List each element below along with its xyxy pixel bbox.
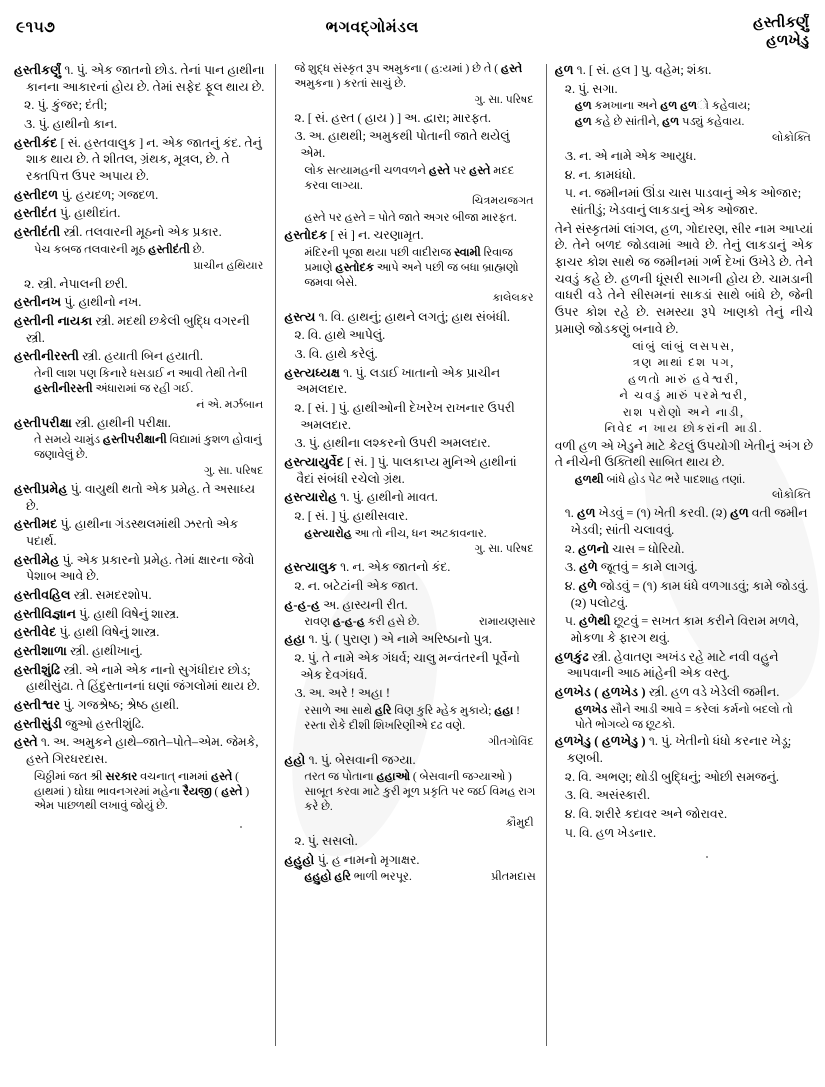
entry-sense: ૨. પું. સગા. (564, 81, 618, 96)
entry-definition: પું. હયદળ; ગજદળ. (58, 187, 159, 202)
dictionary-entry (14, 587, 265, 604)
entry-definition: ૧. [ સં. હલ ] પુ. વહેમ; શંકા. (573, 63, 712, 77)
headword: હસ્તીશાળા (14, 644, 67, 659)
entry-definition: પું. હાથીના ગંડસ્થલમાંથી ઝરતો એક પદાર્થ. (26, 517, 239, 549)
dictionary-entry (284, 227, 535, 244)
column-left (10, 62, 275, 1072)
citation-source: નં એ. મર્ઝબાન (196, 398, 264, 411)
quotation: તે સમયે ચામુંડ હસ્તીપરીક્ષાની વિદ્યામાં કુશળ હોવાનું જણાવેલું છે. (34, 434, 262, 462)
headword: હસ્તીવિજ્ઞાન (14, 606, 77, 621)
headword: હસ્તીવહિલ (14, 588, 71, 603)
verse-line: ત્રણ માથાં દશ પગ, (632, 356, 735, 370)
dictionary-entry (284, 631, 535, 648)
dictionary-entry (14, 516, 265, 549)
entry-sense: ૩. હળે જૂતવું = કામે લાગવું. (564, 560, 698, 575)
dictionary-entry (14, 606, 265, 623)
dictionary-entry (14, 135, 265, 185)
headword: હસ્તીકંદ (14, 135, 58, 150)
entry-sense: ૩. વિ. હાથે કરેલું. (294, 346, 378, 361)
entry-sense: ૩. અ. અરે ! અહા ! (294, 686, 390, 701)
entry-definition: પું. વાયુથી થતો એક પ્રમેહ. તે અસાધ્ય છે. (26, 482, 256, 513)
entry-sense: ૫. વિ. હળ ખેડનાર. (564, 825, 657, 840)
entry-definition: ૧. પું. લડાઈ ખાતાનો એક પ્રાચીન અમલદાર. (296, 365, 501, 397)
dictionary-entry (555, 733, 813, 766)
dictionary-entry (284, 852, 535, 869)
entry-sense: ૪. ન. કામધંધો. (564, 167, 636, 182)
headword: હસ્તીવેદ (14, 625, 57, 640)
citation-source: પ્રાચીન હથિયાર (193, 259, 264, 272)
entry-sense: ૨. પું. તે નામે એક ગંધર્વ; ચાલુ મન્વંતરની પૂર્વેનો એક દેવગંધર્વ. (294, 650, 520, 682)
entry-sense: ૧. હળ ખેડવું = (૧) ખેતી કરવી. (૨) હળ વતી જમીન ખેડવી; સાંતી ચલાવવું. (564, 506, 808, 538)
headword: હસ્તીદંત (14, 206, 57, 221)
entry-sense: ૨. [ સં. હસ્ત ( હાય ) ] અ. દ્વારા; મારફત. (294, 110, 491, 125)
headword: હસ્તીશ્વર (14, 698, 61, 713)
dictionary-entry (14, 294, 265, 311)
dictionary-entry (14, 205, 265, 222)
dictionary-entry (14, 624, 265, 641)
continued-text: જે શુદ્ધ સંસ્કૃત રૂપ અમુકના ( હ:યમાં ) છે તે ( હસ્તે અમુકના ) કરતાં સાચું છે. (294, 63, 523, 90)
column-middle (276, 62, 545, 1072)
entry-definition: પું. હાથી વિષેનું શાસ્ત્ર. (56, 625, 160, 640)
dictionary-entry (284, 489, 535, 506)
quotation: હળ કમખાના અને હળ હળો કહેવાય; (574, 100, 751, 113)
headword: હળખેડ ( હળખેડ ) (554, 685, 646, 700)
dictionary-entry (14, 643, 265, 660)
dictionary-entry (14, 415, 265, 432)
citation-source: ગુ. સા. પરિષદ (204, 465, 264, 478)
entry-sense: ૪. વિ. શરીરે કદાવર અને જોરાવર. (564, 807, 728, 822)
citation-source: લોકોક્તિ (772, 132, 811, 144)
entry-definition: ૧. પું. ( પુરાણ ) એ નામે અરિષ્ઠાનો પુત્ર. (305, 632, 493, 647)
dictionary-entry (555, 684, 813, 701)
entry-sense: ૨. પું. કુંજર; દંતી; (24, 98, 108, 113)
entry-sense: ૫. ન. જમીનમાં ઊંડા ચાસ પાડવાનું એક ઓજાર; સાંતીડું; ખેડવાનું લાકડાનું એક ઓજાર. (564, 186, 802, 218)
headword: હસ્ત્યાલુક (284, 560, 337, 575)
entry-definition: પું. હાથીનો નખ. (61, 295, 142, 310)
verse-line: લાંબું લાંબું લસપસ, (632, 339, 736, 353)
headword: હસ્તીદંતી (14, 225, 61, 240)
running-head (10, 14, 815, 60)
headword: હસ્તીપ્રમેહ (14, 482, 68, 497)
headword: હળકુંઢ (554, 649, 589, 664)
dictionary-entry (284, 365, 535, 398)
headword: હસ્તીનખ (14, 295, 62, 310)
entry-definition: ૧. ન. એક જાતનો કંદ. (336, 560, 451, 575)
headword: હળખેડુ ( હળખેડુ ) (554, 734, 646, 749)
citation-source: ગીતગોવિંદ (488, 735, 534, 748)
dictionary-entry (14, 716, 265, 733)
entry-definition: [ સં ] ન. ચરણામૃત. (327, 228, 424, 243)
quotation: હળખેડ સૌને આડી આવે = કરેલાં કર્મનો બદલો તો પોતે ભોગવ્યે જ છૂટકો. (574, 703, 793, 731)
entry-sense: ૩. વિ. અસંસ્કારી. (564, 788, 650, 803)
entry-sense: ૩. ન. એ નામે એક આયુધ. (564, 149, 697, 164)
entry-sense: ૨. [ સં. ] પું. હાથીસવાર. (294, 508, 408, 523)
entry-definition: સ્ત્રી. હેવાતણ અખંડ રહે માટે નવી વહુને આપવાની આઠ માંહેની એક વસ્તુ. (566, 649, 779, 681)
verse-line: હળતો મારું હવેશ્વરી, (628, 372, 740, 386)
citation-source: પ્રીતમદાસ (491, 871, 536, 884)
entry-definition: જુઓ હસ્તીશુંઢિ. (62, 716, 145, 731)
dictionary-entry (14, 313, 265, 346)
entry-definition: ૧. વિ. હાથનું; હાથને લગતું; હાથ સંબંધી. (315, 309, 510, 324)
page-number: ૯૧૫૭ (16, 19, 56, 36)
dictionary-entry (14, 187, 265, 204)
entry-definition: સ્ત્રી. સમદરશોપ. (70, 588, 152, 603)
dictionary-entry (14, 734, 265, 767)
entry-definition: સ્ત્રી. હાથીની પરીક્ષા. (71, 415, 171, 430)
entry-definition: [ સં. હસ્તવાલુક ] ન. એક જાતનું કંદ. તેનું શાક થાય છે. તે શીતલ, ગ્રંથક, મૂત્રલ, છે. તે રક્તપિત્ત ઉપર અપાય છે. (26, 135, 262, 184)
headword: હસ્તીકર્ણું (14, 63, 62, 77)
headword: હળ (554, 63, 574, 77)
dictionary-entry (284, 752, 535, 769)
quotation: મંદિરની પૂજા થયા પછી વાદીરાજ સ્વામી રિવાજ પ્રમાણે હસ્તોદક આપે અને પછી જ બધા બ્રાહ્મણો જમવા બેસે. (304, 246, 519, 289)
dictionary-entry (14, 697, 265, 714)
dictionary-entry (14, 662, 265, 695)
dictionary-entry (14, 348, 265, 365)
headword: હહુહો (284, 852, 315, 867)
entry-definition: ૧. પું. ખેતીનો ધંધો કરનાર ખેડૂ; કણબી. (566, 734, 792, 766)
entry-definition: ૧. અ. અમુકને હાથે–જાતે–પોતે–એમ. જેમકે, હસ્તે ગિરધરદાસ. (26, 735, 259, 767)
quotation: હસ્ત્યારોહ આ તો નીચ, ધન અટકાવનાર. (304, 527, 487, 540)
entry-sense: ૨. વિ. હાથે આપેલું. (294, 328, 386, 343)
citation-source: રામાયણસાર (479, 616, 536, 629)
quotation: તેની લાશ પણ કિનારે ધસડાઈ ન આવી તેથી તેની હસ્તીનીરસ્તી અંધારામાં જ રહી ગઈ. (34, 367, 248, 395)
citation-source: કૌમુદી (505, 816, 534, 829)
headword: હસ્તીપરીક્ષા (14, 415, 72, 430)
entry-definition: પું. હાથીદાંત. (56, 206, 121, 221)
citation-source: ચિત્રમયજગત (472, 195, 534, 208)
explanatory-paragraph: વળી હળ એ ખેડુને માટે કેટલું ઉપયોગી ખેતીનું અંગ છે તે નીચેની ઉક્તિથી સાબિત થાય છે. (554, 438, 813, 470)
citation-source: લોકોક્તિ (772, 489, 811, 502)
entry-sense: ૩. અ. હાથથી; અમુકથી પોતાની જાતે થયેલું એમ. (294, 129, 510, 161)
quotation: ચિઠ્ઠીમાં જત શ્રી સરકાર વચનાત્ નામમાં હસ્તે ( હાથમાં ) ઘોઘા ભાવનગરમાં મહેના રૈયજી ( હસ્તે ) એમ પાછળથી લખાવું જોયું છે. (34, 770, 250, 813)
column-right (547, 62, 815, 1072)
dictionary-entry (284, 454, 535, 487)
entry-definition: સ્ત્રી. હળ વડે ખેડેલી જમીન. (645, 685, 780, 700)
quotation: લોક સત્યામહની ચળવળને હસ્તે પર હસ્તે મદદ કરવા લાગ્યા. (304, 164, 515, 192)
headword: હસ્તીદળ (14, 187, 59, 202)
entry-definition: પું. એક પ્રકારનો પ્રમેહ. તેમાં ક્ષારના જેવો પેશાબ આવે છે. (26, 552, 255, 584)
dictionary-entry (284, 309, 535, 326)
entry-definition: [ સં. ] પું. પાલકાપ્ય મુનિએ હાથીનાં વૈદાં સંબંધી રચેલો ગ્રંથ. (296, 454, 517, 486)
verse-line: રાશ પરોણો અને નાડી, (623, 405, 745, 419)
headword: હસ્ત્યધ્યક્ષ (284, 365, 341, 380)
headword: હસ્તીશુંઢિ (14, 662, 61, 677)
entry-definition: સ્ત્રી. એ નામે એક નાનો સુગંધીદાર છોડ; હાથીસુંઢા. તે હિંદુસ્તાનનાં ઘણાં જંગલોમાં થાય છે. (26, 662, 260, 694)
verse-line: નિવેદ ન ખાય છોકરાંની માડી. (604, 422, 764, 436)
headword: હસ્તીસુંડી (14, 716, 63, 731)
entry-sense: ૪. હળે જોડવું = (૧) કામ ધંધે વળગાડવું; કામે જોડવું. (૨) પલોટવું. (564, 579, 809, 610)
guide-words (689, 14, 809, 51)
quotation: હળ કહે છે સાંતીને, હળ પડ્યું કહેવાય. (574, 116, 745, 129)
headword: હ-હ-હ (284, 597, 321, 612)
guide-word-first: હસ્તીકર્ણું (753, 15, 809, 31)
headword: હસ્તે (14, 735, 38, 750)
guide-word-last: હળખેડુ (766, 33, 809, 50)
column-container (10, 62, 815, 1072)
entry-sense: ૨. પું. સસલો. (294, 833, 358, 848)
headword: હસ્તીમેહ (14, 552, 60, 567)
quotation: હસ્તે પર હસ્તે = પોતે જાતે અગર બીજા મારફત. (304, 212, 517, 225)
entry-sense: ૩. પું. હાથીનો કાન. (24, 117, 118, 132)
verse-block (555, 339, 813, 438)
citation-source: કાલેલકર (492, 292, 534, 305)
entry-definition: સ્ત્રી. હયાતી બિન હયાતી. (79, 349, 204, 364)
dictionary-entry (284, 559, 535, 576)
entry-definition: ૧. પું. એક જાતનો છોડ. તેનાં પાન હાથીના કાનના આકારનાં હોય છે. તેમાં સફેદ ફૂલ થાય છે. (26, 63, 265, 94)
dictionary-entry (14, 552, 265, 585)
dictionary-entry (14, 224, 265, 241)
citation-source: ગુ. સા. પરિષદ (474, 543, 534, 556)
entry-definition: સ્ત્રી. તલવારની મૂઠનો એક પ્રકાર. (60, 225, 222, 240)
quotation: હળથી બાંધે હોડ પેટ ભરે પાદશાહ તણાં. (574, 473, 746, 486)
quotation: તરત જ પોતાના હહાઓ ( બેસવાની જગ્યાઓ ) સાબૂત કરવા માટે કુરી મૂળ પ્રકૃતિ પર જઈ વિમહ રાગ કરે છે. (304, 771, 536, 814)
entry-definition: સ્ત્રી. હાથીખાનું. (67, 644, 143, 659)
verse-line: ને ચવડું મારું પરમેશ્વરી, (619, 389, 749, 403)
dictionary-entry (14, 62, 265, 95)
entry-sense: ૨. વિ. અભણ; થોડી બુદ્ધિનું; ઓછી સમજનું. (564, 769, 779, 784)
quotation-with-source: હહુહો હરિ ભાળી ભરપૂર. પ્રીતમદાસ (304, 871, 536, 884)
entry-sense: ૨. ન. બટેટાંની એક જાત. (294, 579, 419, 594)
entry-definition: ૧. પું. બેસવાની જગ્યા. (305, 752, 416, 767)
headword: હસ્તીનીરસ્તી (14, 349, 80, 364)
entry-sense: ૨. હળનો ચાસ = ધોરિયો. (564, 541, 685, 556)
headword: હસ્ત્યારોહ (284, 490, 338, 505)
headword: હસ્ત્ય (284, 309, 316, 324)
entry-sense: ૫. હળેથી છૂટવું = સખત કામ કરીને વિરામ મળવે, મોકળા કે ફારગ થવું. (564, 614, 799, 646)
entry-definition: પું. ગજશ્રેષ્ઠ; શ્રેષ્ઠ હાથી. (60, 698, 179, 713)
entry-definition: સ્ત્રી. મદથી છકેલી બુદ્ધિ વગરની સ્ત્રી. (26, 313, 250, 345)
quotation-with-source: રાવણ હ-હ-હ કરી હસે છે. રામાયણસાર (304, 616, 536, 629)
book-title: ભગવદ્ગોમંડલ (325, 19, 419, 36)
entry-definition: પું. હ નામનો મૃગાક્ષર. (314, 852, 420, 867)
explanatory-paragraph: તેને સંસ્કૃતમાં લાંગલ, હળ, ગોદારણ, સીર નામ આપ્યાં છે. તેને બળદ જોડવામાં આવે છે. તેનું લાકડાનું એક ફાચર કોશ સાથે જ જમીનમાં ગર્ભ દેખાં ઉખેડે છે. તેને ચવડું કહે છે. હળની ધૂંસરી સાગની હોય છે. ચામડાની વાધરી વડે તેને સીસમનાં સાકડાં સાથે બાંધે છે, જેની ઉપર કોશ રહે છે. સમસ્યા રૂપે ખાણકો તેનું નીચે પ્રમાણે જોડકણું બનાવે છે. (554, 221, 813, 336)
dictionary-entry (555, 649, 813, 682)
headword: હહો (284, 752, 306, 767)
dictionary-entry (284, 597, 535, 614)
quotation: પેચ કબજ તલવારની મૂઠ હસ્તીદંતી છે. (34, 243, 205, 256)
headword: હસ્તોદક (284, 228, 328, 243)
entry-sense: ૩. પું. હાથીના લશ્કરનો ઉપરી અમલદાર. (294, 436, 491, 451)
dictionary-entry (555, 62, 813, 79)
quotation: રસાળે આ સાથે હરિ વિણ કુરિ મ્હેક મુકાયે; હહા ! રસ્તા રોકે દીશી શિખરિણીએ દઢ વણે. (304, 704, 520, 732)
headword: હહા (284, 632, 306, 647)
headword: હસ્ત્યાયુર્વેદ (284, 454, 344, 469)
entry-definition: ૧. પું. હાથીનો માવત. (337, 490, 438, 505)
citation-source: ગુ. સા. પરિષદ (474, 93, 534, 106)
dictionary-entry (14, 481, 265, 514)
entry-sense: ૨. [ સં. ] પું. હાથીઓની દેખરેખ રાખનાર ઉપરી અમલદાર. (294, 400, 515, 432)
entry-definition: અ. હાસ્યની રીત. (320, 597, 408, 612)
entry-sense: ૨. સ્ત્રી. નેપાલની છરી. (24, 276, 128, 291)
headword: હસ્તીની નાયકા (14, 313, 93, 328)
headword: હસ્તીમદ (14, 517, 58, 532)
entry-definition: પું. હાથી વિષેનું શાસ્ત્ર. (76, 606, 180, 621)
